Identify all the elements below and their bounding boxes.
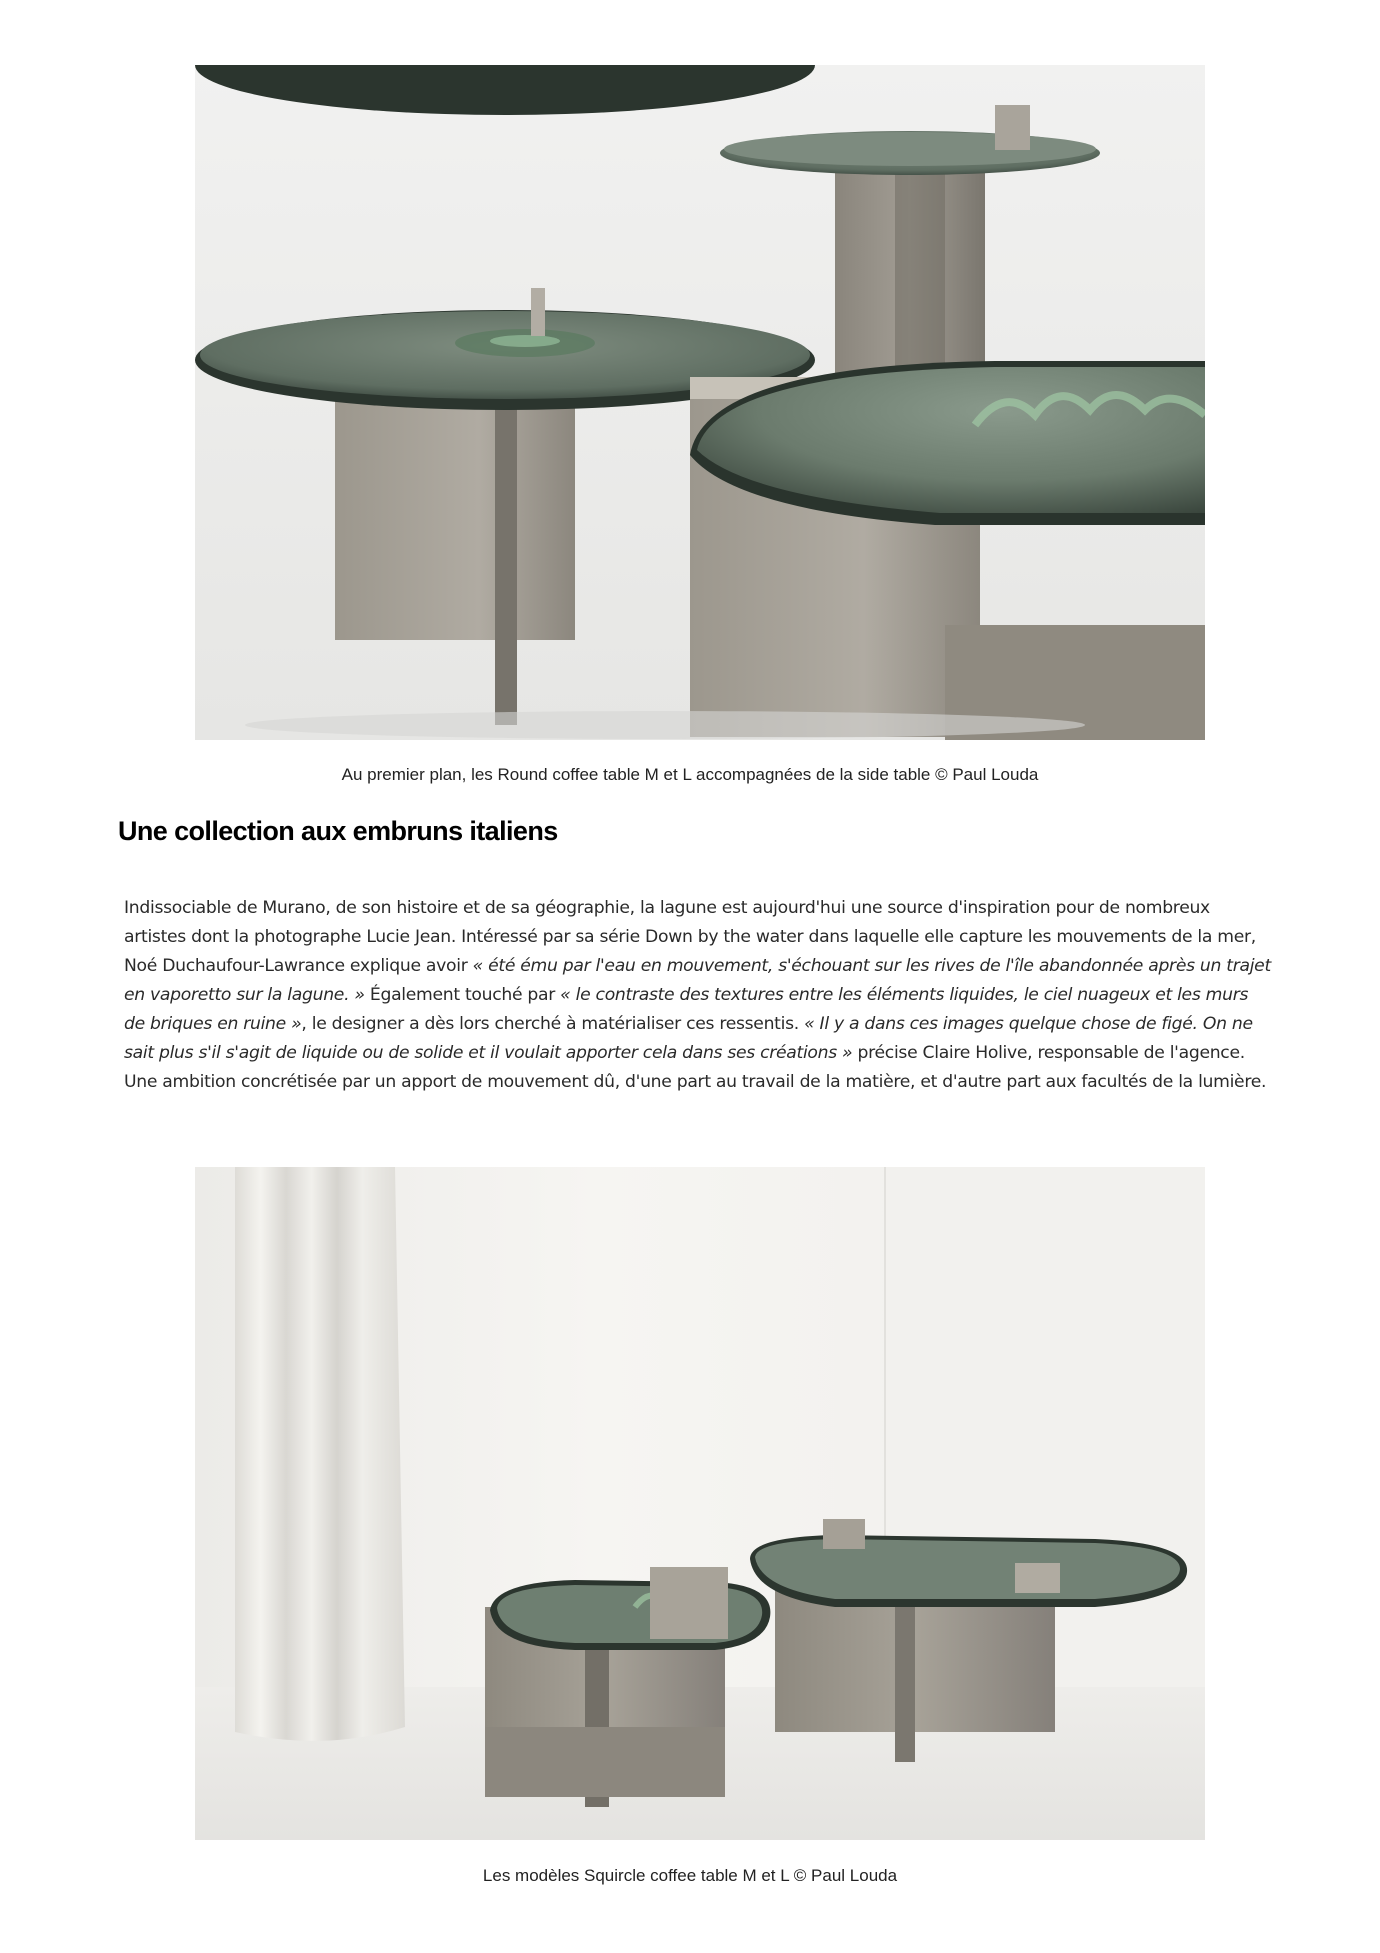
- text-segment: précise Claire Holive, responsable de l'agence. Une ambition concrétisée par un apport de mouvement dû, d'une part au travail de la matière, et d'autre part aux facultés de la lumière.: [124, 1043, 1267, 1092]
- quote-segment: « Il y a dans ces images quelque chose de figé. On ne sait plus s'il s'agit de liquide ou de solide et il voulait apporter cela dans ses créations »: [124, 1014, 1253, 1063]
- figure-caption: Les modèles Squircle coffee table M et L © Paul Louda: [482, 1866, 898, 1885]
- figure-caption: Au premier plan, les Round coffee table M et L accompagnées de la side table © Paul Louda: [341, 765, 1039, 784]
- quote-segment: « été ému par l'eau en mouvement, s'échouant sur les rives de l'île abandonnée après un trajet en vaporetto sur la lagune. »: [124, 956, 1271, 1005]
- article-paragraph: [124, 894, 1274, 1097]
- text-segment: Également touché par: [364, 985, 561, 1005]
- text-segment: , le designer a dès lors cherché à matérialiser ces ressentis.: [301, 1014, 805, 1034]
- round-tables-photo: [195, 65, 1205, 740]
- squircle-tables-photo: [195, 1167, 1205, 1840]
- quote-segment: « le contraste des textures entre les éléments liquides, le ciel nuageux et les murs de briques en ruine »: [124, 985, 1249, 1034]
- text-segment: Indissociable de Murano, de son histoire et de sa géographie, la lagune est aujourd'hui une source d'inspiration pour de nombreux artistes dont la photographe Lucie Jean. Intéressé par sa série Down by the water dans laquelle elle capture les mouvements de la mer, Noé Duchaufour-Lawrance explique avoir: [124, 898, 1256, 976]
- section-heading: Une collection aux embruns italiens: [118, 816, 558, 846]
